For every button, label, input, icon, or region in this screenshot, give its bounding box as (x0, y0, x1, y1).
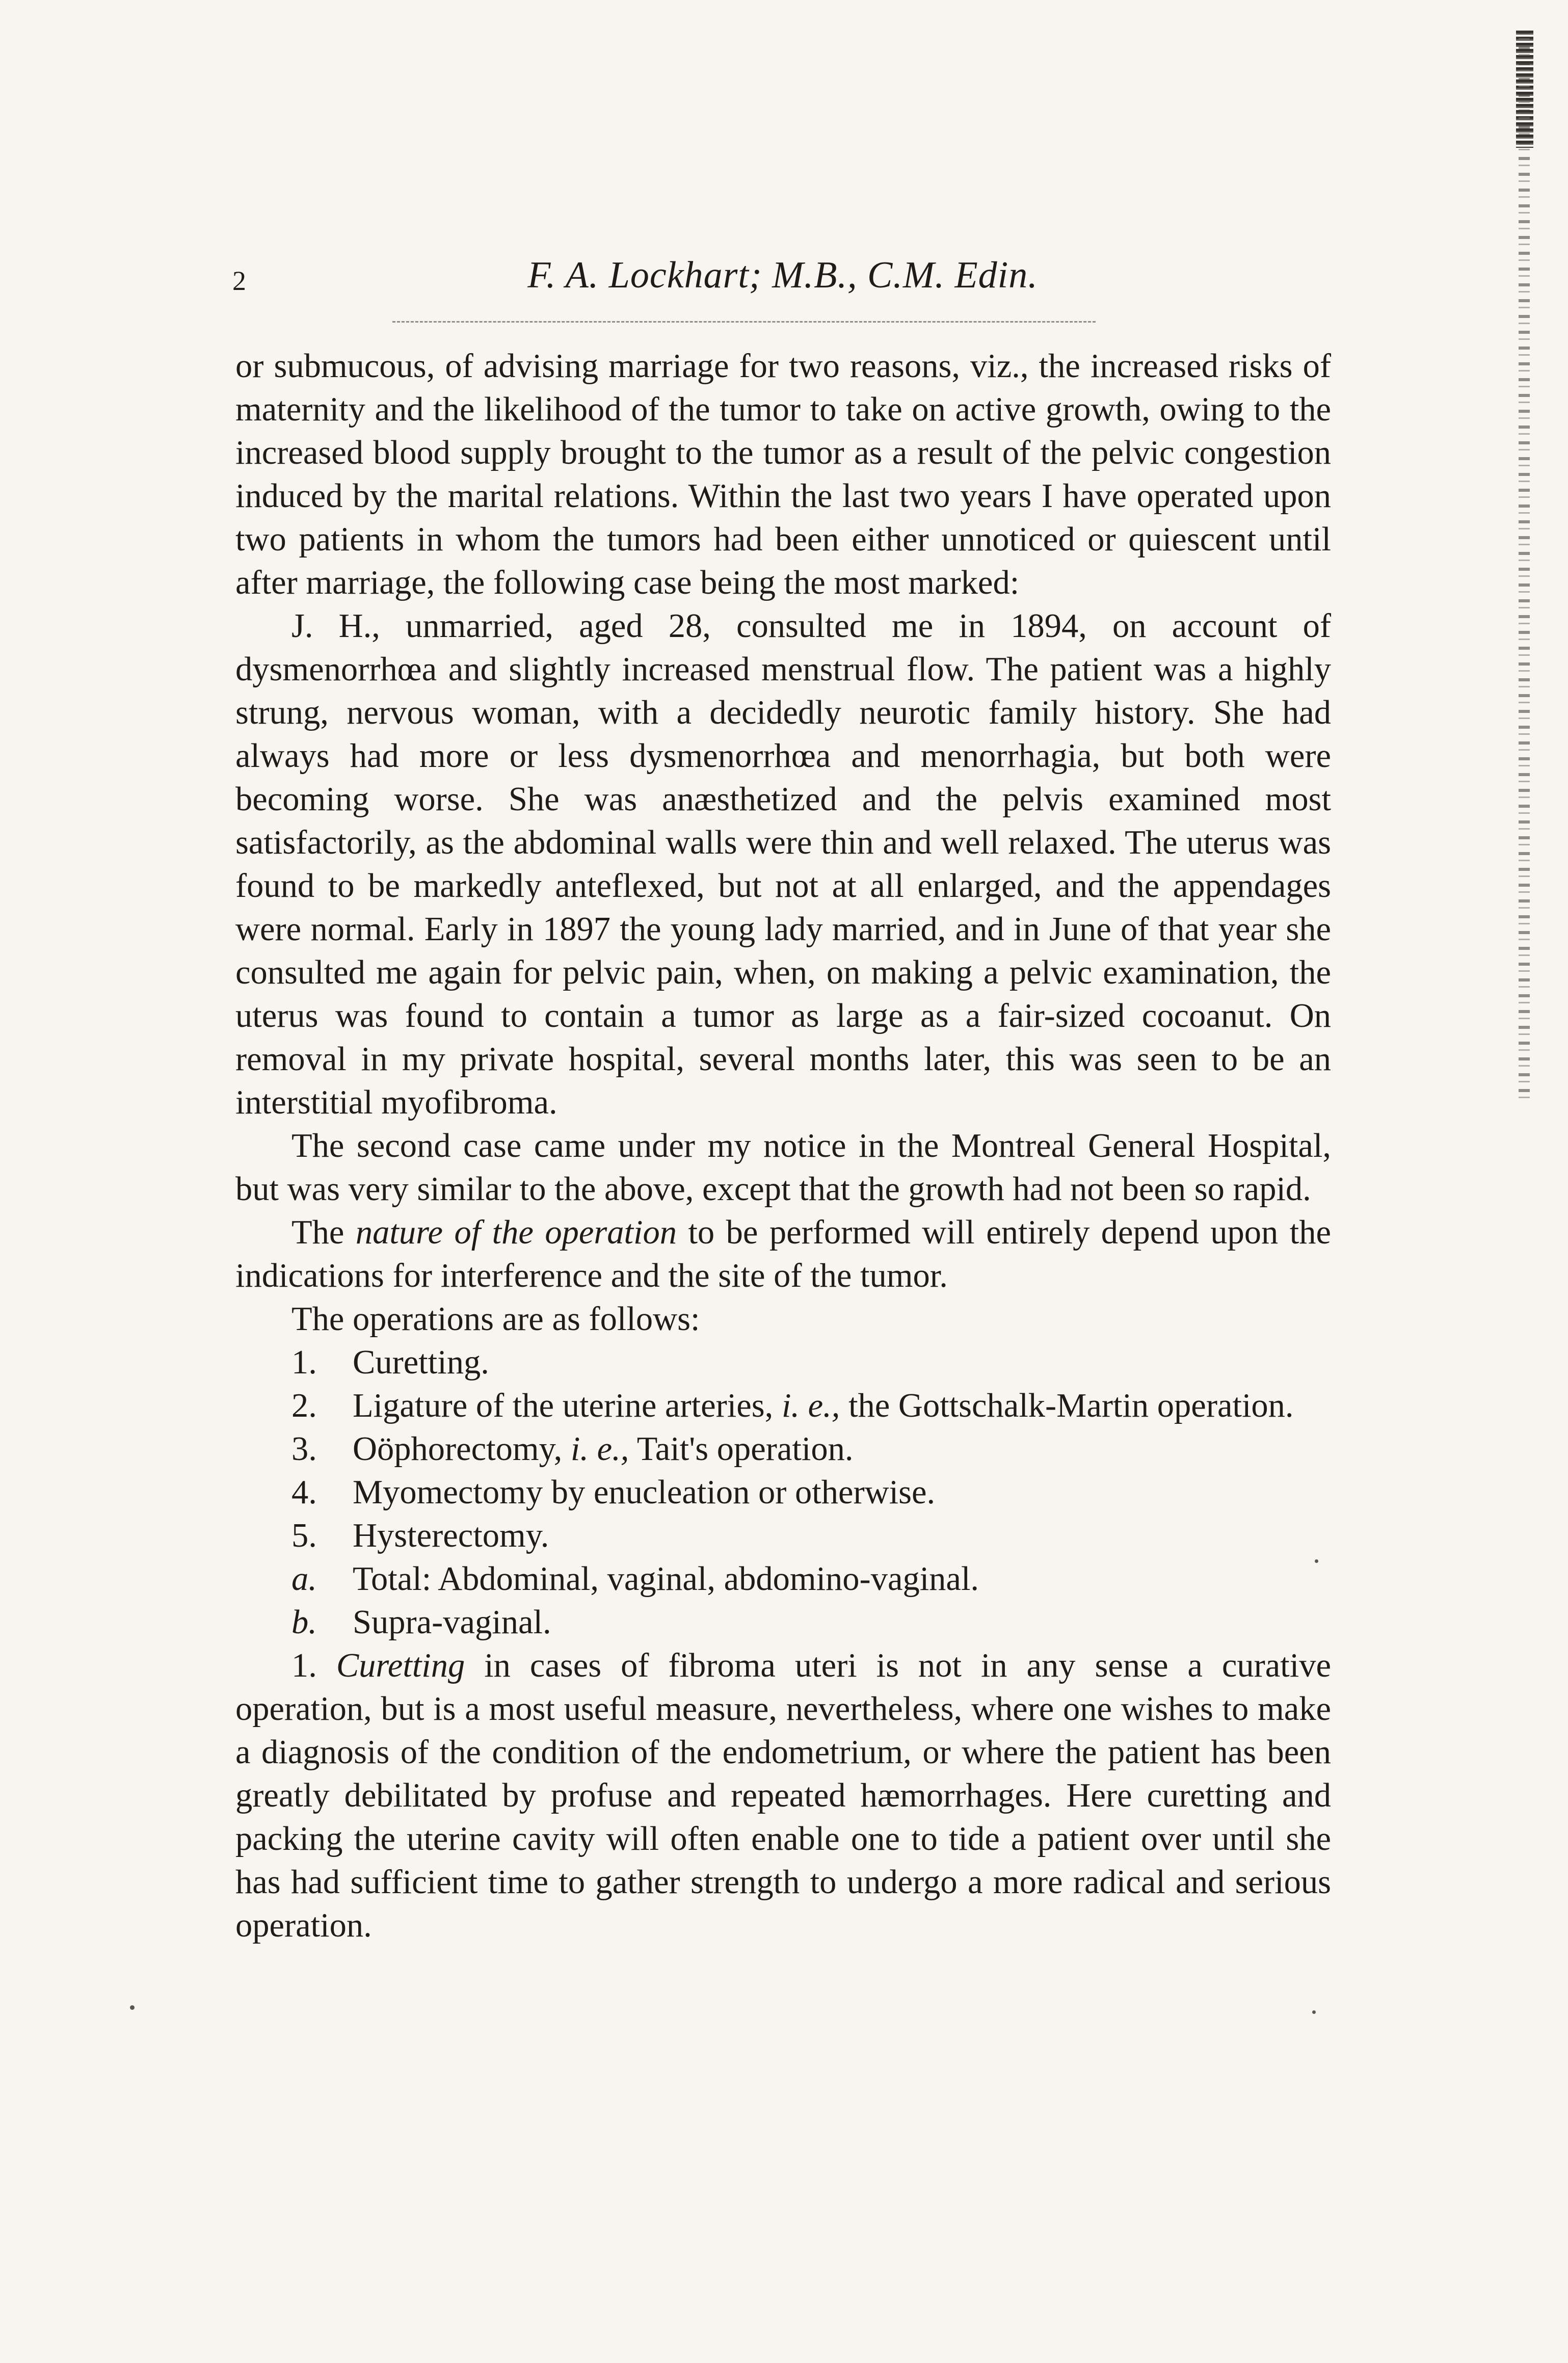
page-number: 2 (232, 265, 246, 296)
list-text: Curetting. (353, 1344, 489, 1381)
list-number: 2. (291, 1387, 317, 1424)
text-run: in cases of fibroma uteri is not in any sense a curative operation, but is a most useful measure, nevertheless, where one wishes to make a diagnosis of the condition of the endometrium, or where the patient has been greatly debilitated by profuse and repeated hæmorrhages. Here curetting and packing the uterine cavity will often enable one to tide a patient over until she has had sufficient time to gather strength to undergo a more radical and serious operation. (235, 1647, 1331, 1944)
list-item (235, 1471, 1331, 1514)
list-item (235, 1341, 1331, 1384)
list-text: Myomectomy by enucleation or otherwise. (353, 1474, 936, 1511)
text-run: The (291, 1214, 356, 1251)
list-text: Ligature of the uterine arteries, (353, 1387, 782, 1424)
paragraph: The second case came under my notice in the Montreal General Hospital, but was very similar to the above, except that the growth had not been so rapid. (235, 1127, 1331, 1208)
emphasis: Curetting (336, 1647, 465, 1684)
list-number: 4. (291, 1474, 317, 1511)
emphasis: nature of the operation (355, 1214, 677, 1251)
list-text: Hysterectomy. (353, 1517, 549, 1554)
list-text: Supra-vaginal. (353, 1604, 551, 1641)
list-item (235, 1514, 1331, 1557)
list-text: Total: Abdominal, vaginal, abdomino-vaginal. (353, 1560, 979, 1598)
section-number: 1. (291, 1647, 317, 1684)
paragraph: The operations are as follows: (291, 1300, 700, 1338)
scan-speck (130, 2005, 135, 2010)
list-item (235, 1384, 1331, 1427)
body-text (235, 344, 1331, 1947)
running-head: F. A. Lockhart; M.B., C.M. Edin. (527, 254, 1038, 296)
paragraph (235, 1644, 1331, 1947)
list-item (235, 1557, 1331, 1601)
emphasis: i. e., (781, 1387, 840, 1424)
list-letter: b. (291, 1604, 317, 1641)
list-text: Tait's operation. (629, 1430, 854, 1468)
paragraph: or submucous, of advising marriage for two reasons, viz., the increased risks of maternity and the likelihood of the tumor to take on active growth, owing to the increased blood supply brought to the tumor as a result of the pelvic congestion induced by the marital relations. Within the last two years I have operated upon two patients in whom the tumors had been either unnoticed or quiescent until after marriage, the following case being the most marked: (235, 348, 1331, 601)
emphasis: i. e., (570, 1430, 629, 1468)
list-text: Oöphorectomy, (353, 1430, 571, 1468)
list-letter: a. (291, 1560, 317, 1598)
page-edge-noise (1519, 31, 1530, 1101)
list-number: 5. (291, 1517, 317, 1554)
header-rule (392, 321, 1096, 323)
list-number: 1. (291, 1344, 317, 1381)
paragraph: J. H., unmarried, aged 28, consulted me in 1894, on account of dysmenorrhœa and slightly increased menstrual flow. The patient was a highly strung, nervous woman, with a decidedly neurotic family history. She had always had more or less dysmenorrhœa and menorrhagia, but both were becoming worse. She was anæsthetized and the pelvis examined most satisfactorily, as the abdominal walls were thin and well relaxed. The uterus was found to be markedly anteflexed, but not at all enlarged, and the appendages were normal. Early in 1897 the young lady married, and in June of that year she consulted me again for pelvic pain, when, on making a pelvic examination, the uterus was found to contain a tumor as large as a fair-sized cocoanut. On removal in my private hospital, several months later, this was seen to be an interstitial myofibroma. (235, 607, 1331, 1121)
paragraph (235, 1211, 1331, 1297)
scan-speck (1312, 2010, 1316, 2014)
list-number: 3. (291, 1430, 317, 1468)
list-item (235, 1427, 1331, 1471)
text-run: to be performed will entirely depend upon the indications for interference and the site of the tumor. (235, 1214, 1331, 1294)
list-text: the Gottschalk-Martin operation. (840, 1387, 1294, 1424)
list-item (235, 1601, 1331, 1644)
